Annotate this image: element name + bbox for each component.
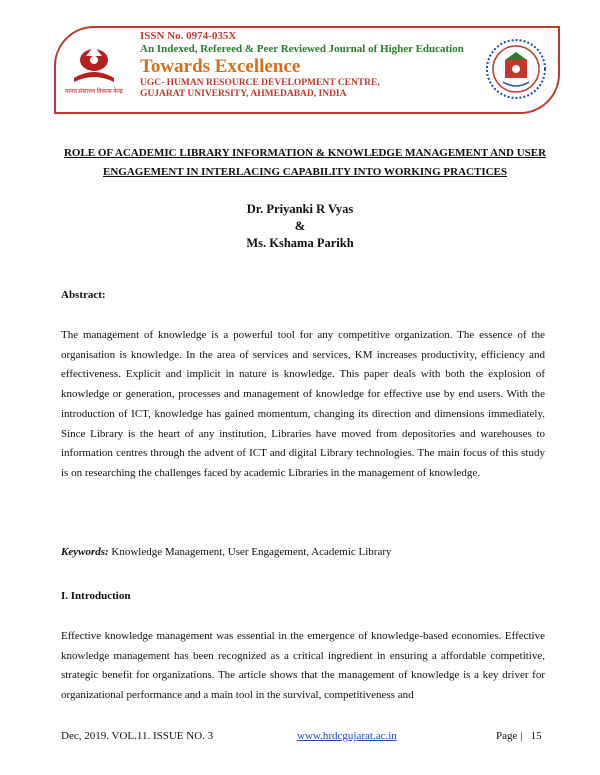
author-block (0, 201, 600, 252)
author-separator: & (294, 219, 306, 233)
journal-description: An Indexed, Refereed & Peer Reviewed Journal of Higher Education (140, 43, 464, 55)
issn-number: ISSN No. 0974-035X (140, 30, 237, 42)
footer-issue: Dec, 2019. VOL.11. ISSUE NO. 3 (61, 730, 214, 742)
footer-website-link[interactable]: www.hrdcgujarat.ac.in (297, 730, 397, 742)
footer-page-number: Page | 15 (496, 730, 542, 742)
introduction-heading: I. Introduction (61, 590, 131, 602)
centre-line-2: GUJARAT UNIVERSITY, AHMEDABAD, INDIA (140, 89, 347, 99)
introduction-text: Effective knowledge management was essential in the emergence of knowledge-based economies. Effective knowledge management has been recognized as a critical ingredient in ensuring a affordable competitive, strategic benefit for organizations. The article shows that the management of knowledge is a key driver for organizational performance and a main tool in the survival, competitiveness and (61, 630, 545, 702)
keywords-label: Keywords: (61, 546, 109, 558)
author-1: Dr. Priyanki R Vyas (246, 202, 354, 216)
logo-caption: मानव संसाधन विकास केन्द्र (65, 89, 123, 95)
university-seal-icon (485, 38, 547, 100)
paper-title (60, 144, 550, 182)
title-line-1: ROLE OF ACADEMIC LIBRARY INFORMATION & KNOWLEDGE MANAGEMENT AND USER (63, 147, 547, 159)
title-line-2: ENGAGEMENT IN INTERLACING CAPABILITY INTO WORKING PRACTICES (102, 166, 507, 178)
abstract-text: The management of knowledge is a powerful tool for any competitive organization. The essence of the organisation is knowledge. In the area of services and services, KM increases productivity, efficiency and effectiveness. Explicit and implicit in nature is knowledge. This paper deals with both the explosion of knowledge or generation, processes and management of knowledge for effective use by end users. With the introduction of ICT, knowledge has gained momentum, changing its direction and dimensions immediately. Since Library is the heart of any institution, Libraries have moved from depositories and warehouses to information centres through the advent of ICT and digital Library technologies. The main focus of this study is on researching the challenges faced by academic Libraries in the management of knowledge. (61, 329, 545, 479)
author-2: Ms. Kshama Parikh (246, 236, 354, 250)
centre-line-1: UGC- HUMAN RESOURCE DEVELOPMENT CENTRE, (140, 78, 380, 88)
journal-name: Towards Excellence (140, 56, 301, 77)
keywords-text: Knowledge Management, User Engagement, Academic Library (108, 546, 392, 558)
hrdc-logo-icon (64, 38, 124, 98)
keywords-line (61, 546, 392, 558)
abstract-heading: Abstract: (61, 289, 106, 301)
